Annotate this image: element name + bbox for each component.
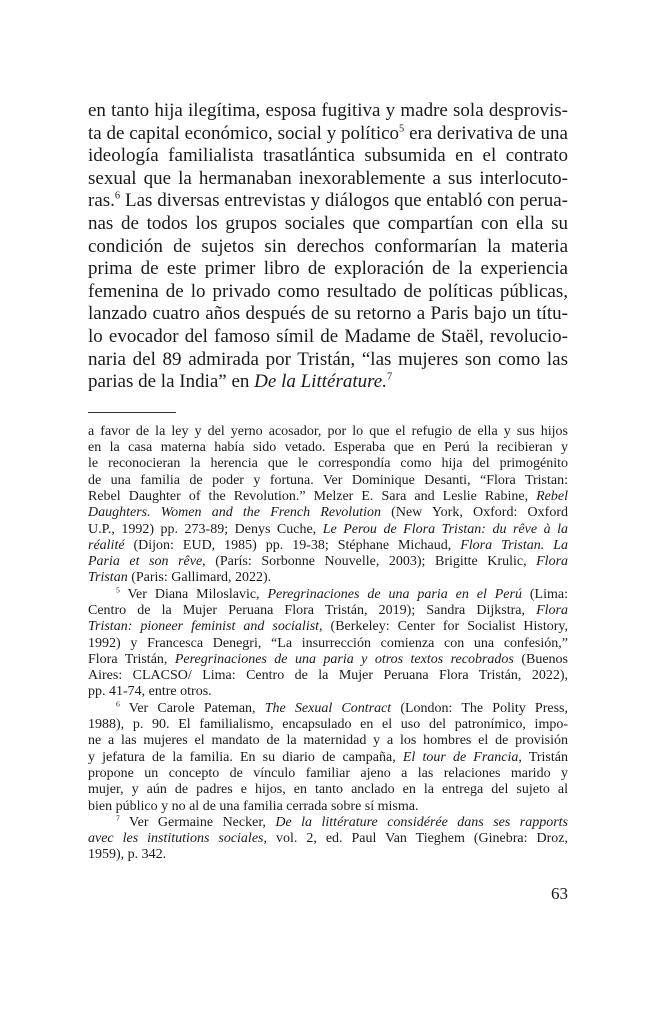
note-line: Tristan (Paris: Gallimard, 2022). (88, 570, 272, 586)
note-line: bien público y no al de una familia cerrada sobre sí misma. (88, 798, 419, 814)
note-line: réalité (Dijon: EUD, 1985) pp. 19-38; Stéphane Michaud, Flora Tristan. La (88, 537, 568, 553)
note-line: propone un concepto de vínculo familiar ajeno a las relaciones marido y (88, 765, 568, 781)
footnote-ref-6: 6 (114, 191, 121, 203)
footnote-number: 5 (116, 585, 120, 595)
note-line: ne a las mujeres el mandato de la maternidad y a los hombres el de provisión (88, 733, 568, 749)
note-line: Flora Tristán, Peregrinaciones de una paria y otros textos recobrados (Buenos (88, 651, 568, 667)
note-line: le reconocieran la herencia que le correspondía como hija del primogénito (88, 456, 568, 472)
footnotes (88, 424, 568, 864)
note-line: 1988), p. 90. El familialismo, encapsulado en el uso del patronímico, impo- (88, 717, 568, 733)
footnote-6 (88, 701, 568, 815)
text-line: nas de todos los grupos sociales que compartían con ella su (88, 212, 568, 234)
note-line: $^5$ Ver Diana Miloslavic, Peregrinaciones de una paria en el Perú (Lima: (116, 585, 568, 602)
note-line: Aires: CLACSO/ Lima: Centro de la Mujer Peruana Flora Tristán, 2022), (88, 668, 568, 684)
text-line: sexual que la hermanaban inexorablemente a sus interlocuto- (88, 167, 568, 189)
note-line: $^6$ Ver Carole Pateman, The Sexual Contract (London: The Polity Press, (116, 699, 568, 716)
text-line: en tanto hija ilegítima, esposa fugitiva y madre sola desprovis- (88, 100, 568, 121)
note-line: Daughters. Women and the French Revolution (New York, Oxford: Oxford (88, 505, 568, 521)
text-line: femenina de lo privado como resultado de políticas públicas, (88, 280, 568, 302)
text-line: ta de capital económico, social y político$^5$ era derivativa de una (88, 122, 568, 144)
text-line: condición de sujetos sin derechos conformarían la materia (88, 235, 568, 257)
book-title: De la Littérature. (254, 371, 387, 393)
footnote-ref-7: 7 (387, 371, 393, 383)
note-line: a favor de la ley y del yerno acosador, por lo que el refugio de ella y sus hijos (88, 423, 568, 439)
note-line: 1959), p. 342. (88, 847, 167, 863)
note-line: pp. 41-74, entre otros. (88, 684, 212, 700)
footnote-continued (88, 424, 568, 587)
text-line: lo evocador del famoso símil de Madame de Staël, revolucio- (88, 325, 568, 347)
page-content (88, 100, 568, 864)
page-number: 63 (551, 884, 568, 903)
note-line: U.P., 1992) pp. 273-89; Denys Cuche, Le Perou de Flora Tristan: du rêve à la (88, 521, 568, 537)
text-line: naria del 89 admirada por Tristán, “las mujeres son como las (88, 348, 568, 370)
note-line: de una familia de poder y fortuna. Ver Dominique Desanti, “Flora Tristan: (88, 472, 568, 488)
note-line: 1992) y Francesca Denegri, “La insurrección comienza con una confesión,” (88, 635, 568, 651)
note-line: Paria et son rêve, (París: Sorbonne Nouvelle, 2003); Brigitte Krulic, Flora (88, 554, 569, 570)
text-line: parias de la India” en De la Littérature.$^7$ (88, 371, 393, 393)
text-line: prima de este primer libro de exploración de la experiencia (88, 258, 568, 280)
note-line: en la casa materna había sido vetado. Esperaba que en Perú la recibieran y (88, 440, 568, 456)
footnote-number: 7 (116, 813, 120, 823)
footnote-ref-5: 5 (399, 123, 405, 135)
body-text (88, 100, 568, 394)
note-line: Tristan: pioneer feminist and socialist, (Berkeley: Center for Socialist History, (88, 619, 568, 635)
footnote-number: 6 (116, 699, 120, 709)
body-paragraph (88, 100, 568, 394)
note-line: mujer, y aún de padres e hijos, en tanto anclado en la entrega del sujeto al (88, 782, 568, 798)
text-line: lanzado cuatro años después de su retorno a Paris bajo un títu- (88, 303, 568, 325)
text-line: ras.$^6$ Las diversas entrevistas y diálogos que entabló con perua- (88, 190, 568, 212)
text-line: ideología familialista trasatlántica subsumida en el contrato (88, 145, 568, 167)
footnote-7 (88, 815, 568, 864)
note-line: $^7$ Ver Germaine Necker, De la littérature considérée dans ses rapports (116, 813, 569, 830)
note-line: Rebel Daughter of the Revolution.” Melzer E. Sara and Leslie Rabine, Rebel (88, 488, 568, 504)
note-line: y jefatura de la familia. En su diario de campaña, El tour de Francia, Tristán (88, 749, 568, 765)
footnote-5 (88, 587, 568, 701)
note-line: Centro de la Mujer Peruana Flora Tristán, 2019); Sandra Dijkstra, Flora (88, 602, 568, 618)
note-line: avec les institutions sociales, vol. 2, ed. Paul Van Tieghem (Ginebra: Droz, (88, 831, 569, 847)
footnote-separator (88, 412, 176, 413)
